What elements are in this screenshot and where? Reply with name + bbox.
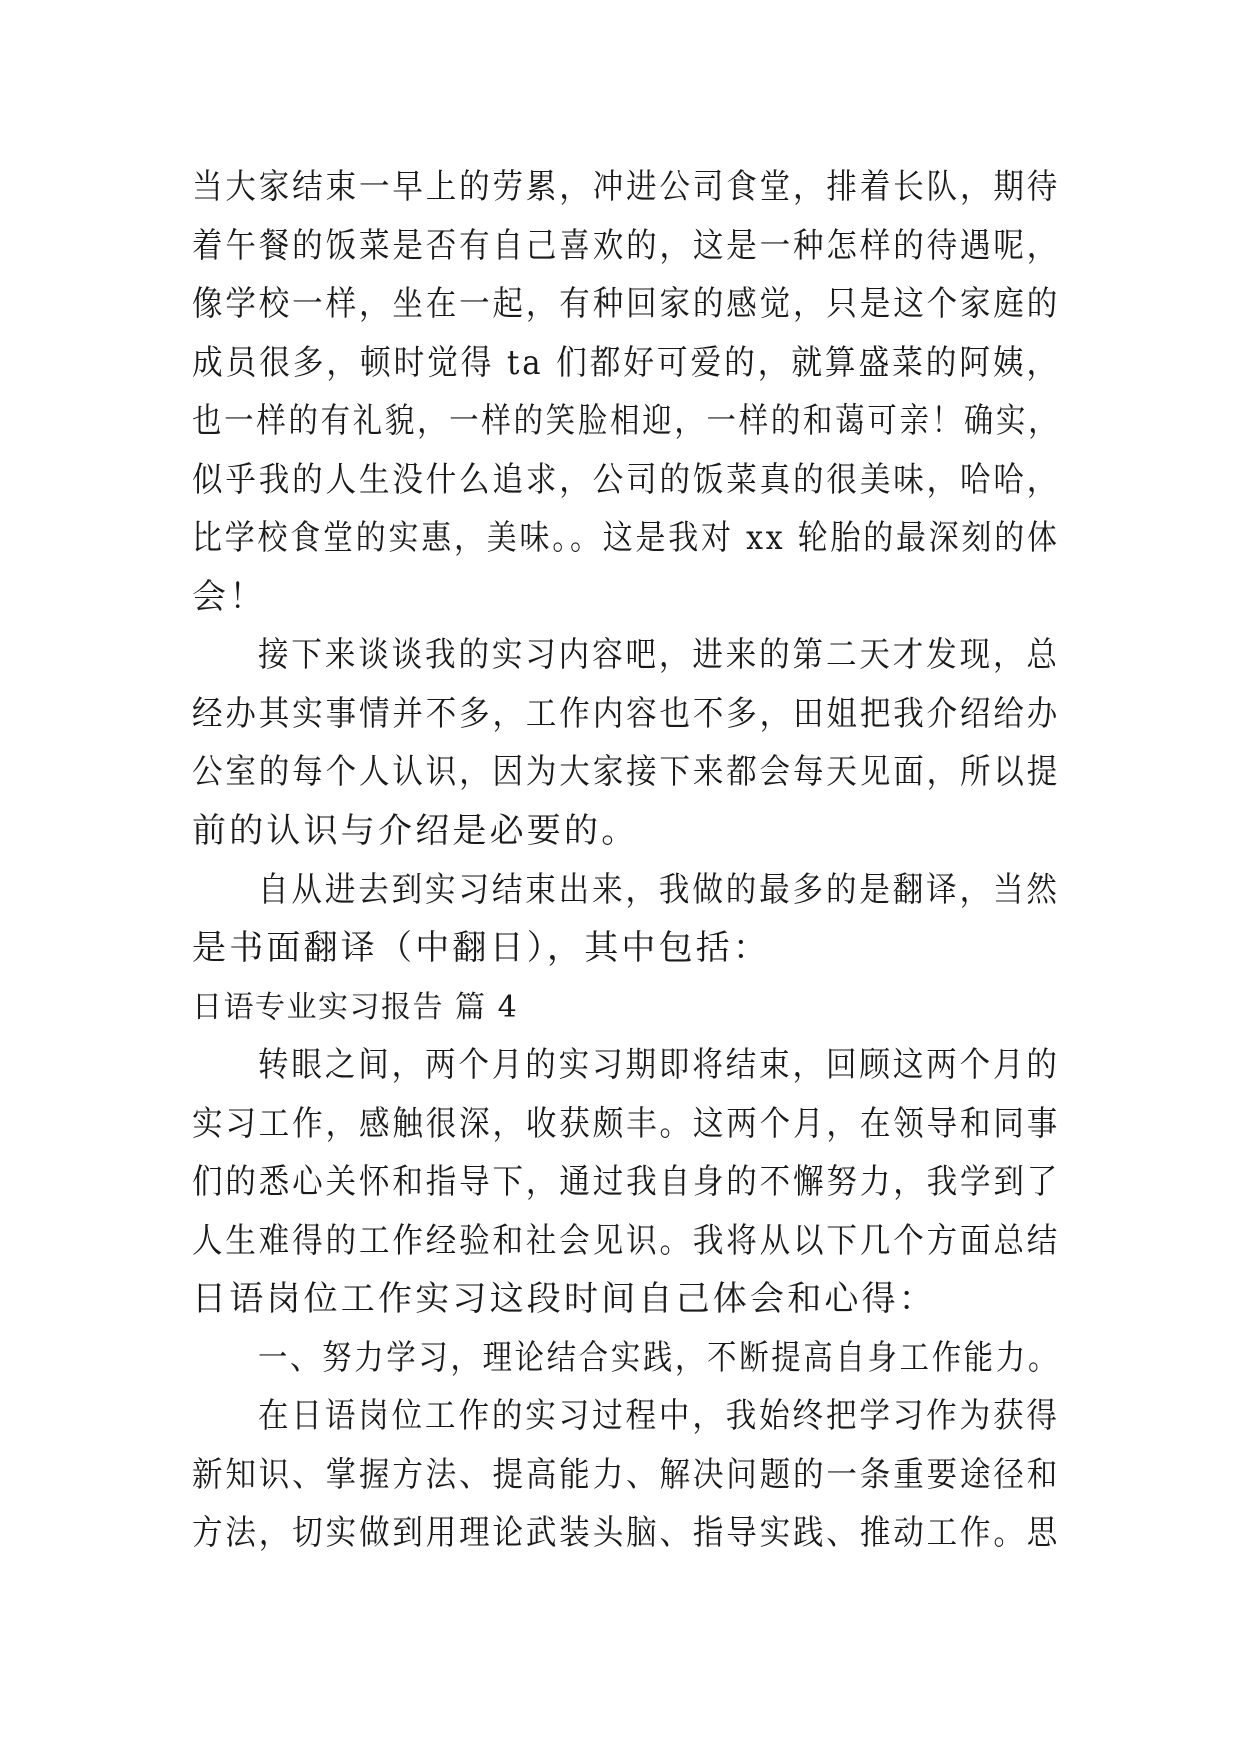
paragraph-start-line: 接下来谈谈我的实习内容吧，进来的第二天才发现，总: [258, 635, 1060, 675]
text-line: 也一样的有礼貌，一样的笑脸相迎，一样的和蔼可亲！确实，: [192, 401, 1061, 441]
text-line: 方法，切实做到用理论武装头脑、指导实践、推动工作。思: [192, 1513, 1061, 1553]
text-line: 当大家结束一早上的劳累，冲进公司食堂，排着长队，期待: [192, 167, 1061, 207]
text-line: 像学校一样，坐在一起，有种回家的感觉，只是这个家庭的: [192, 284, 1061, 324]
text-line: 人生难得的工作经验和社会见识。我将从以下几个方面总结: [192, 1221, 1061, 1261]
text-line: 公室的每个人认识，因为大家接下来都会每天见面，所以提: [192, 752, 1061, 792]
text-line: 新知识、掌握方法、提高能力、解决问题的一条重要途径和: [192, 1455, 1061, 1495]
paragraph-start-line: 在日语岗位工作的实习过程中，我始终把学习作为获得: [258, 1396, 1060, 1436]
text-line: 比学校食堂的实惠，美味。。这是我对 xx 轮胎的最深刻的体: [192, 518, 1060, 558]
text-line: 成员很多，顿时觉得 ta 们都好可爱的，就算盛菜的阿姨，: [192, 343, 1061, 383]
text-line: 是书面翻译（中翻日），其中包括：: [192, 928, 771, 968]
text-line: 似乎我的人生没什么追求，公司的饭菜真的很美味，哈哈，: [192, 460, 1061, 500]
text-line: 日语岗位工作实习这段时间自己体会和心得：: [192, 1279, 936, 1319]
text-line: 会！: [192, 577, 267, 617]
subheading-line: 一、努力学习，理论结合实践，不断提高自身工作能力。: [258, 1338, 1061, 1378]
text-line: 经办其实事情并不多，工作内容也不多，田姐把我介绍给办: [192, 694, 1061, 734]
paragraph-start-line: 转眼之间，两个月的实习期即将结束，回顾这两个月的: [258, 1045, 1060, 1085]
text-line: 着午餐的饭菜是否有自己喜欢的，这是一种怎样的待遇呢，: [192, 226, 1061, 266]
text-line: 们的悉心关怀和指导下，通过我自身的不懈努力，我学到了: [192, 1162, 1061, 1202]
text-line: 实习工作，感触很深，收获颇丰。这两个月，在领导和同事: [192, 1104, 1061, 1144]
paragraph-start-line: 自从进去到实习结束出来，我做的最多的是翻译，当然: [258, 870, 1060, 910]
text-line: 前的认识与介绍是必要的。: [192, 811, 639, 851]
section-heading: 日语专业实习报告 篇 4: [192, 990, 519, 1025]
